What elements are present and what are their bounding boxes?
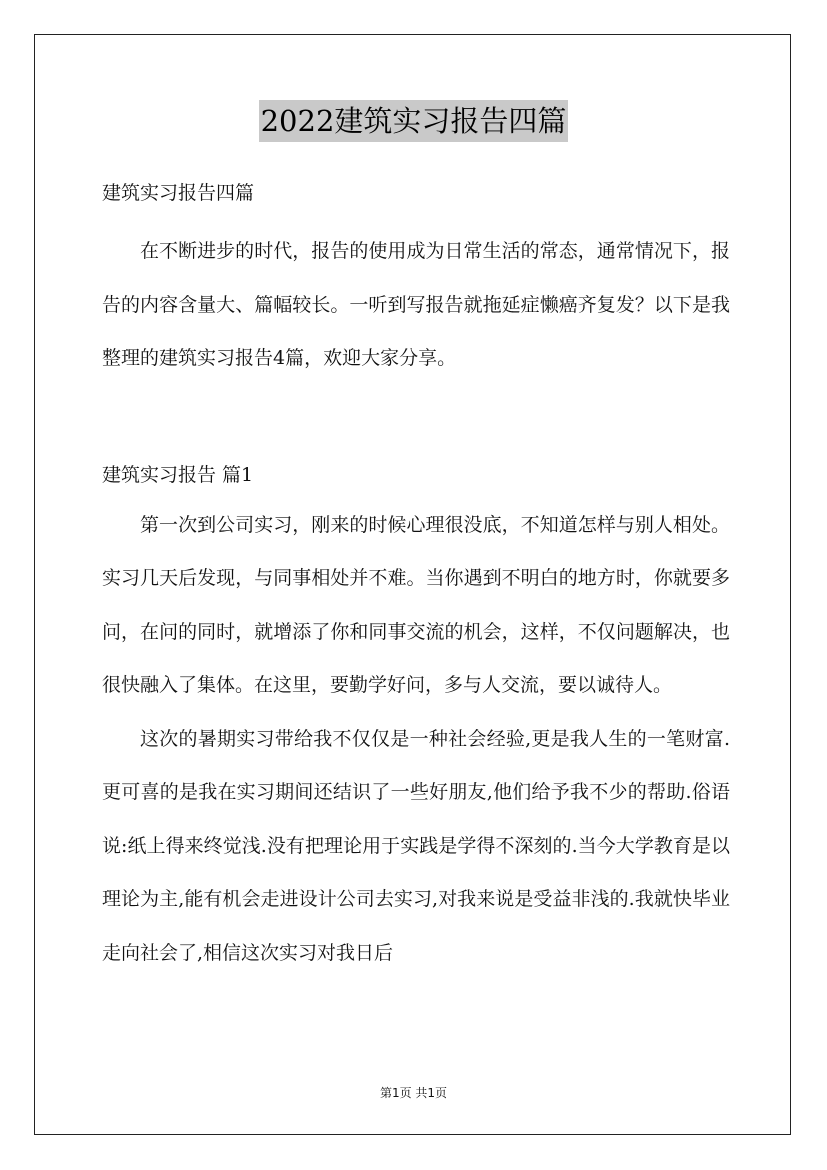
page-number-label: 第1页 共1页: [379, 1086, 448, 1100]
document-body: [102, 173, 730, 980]
section-1-heading: 建筑实习报告 篇1: [102, 463, 254, 486]
title-container: [0, 100, 827, 142]
document-title: 2022建筑实习报告四篇: [259, 100, 569, 142]
section-1-paragraph-1: 第一次到公司实习，刚来的时候心理很没底，不知道怎样与别人相处。实习几天后发现，与同事相处并不难。当你遇到不明白的地方时，你就要多问，在问的同时，就增添了你和同事交流的机会，这样，不仅问题解决，也很快融入了集体。在这里，要勤学好问，多与人交流，要以诚待人。: [102, 513, 730, 696]
intro-paragraph: 在不断进步的时代，报告的使用成为日常生活的常态，通常情况下，报告的内容含量大、篇幅较长。一听到写报告就拖延症懒癌齐复发？以下是我整理的建筑实习报告4篇，欢迎大家分享。: [102, 240, 730, 369]
section-1-paragraph-2: 这次的暑期实习带给我不仅仅是一种社会经验,更是我人生的一笔财富.更可喜的是我在实习期间还结识了一些好朋友,他们给予我不少的帮助.俗语说:纸上得来终觉浅.没有把理论用于实践是学得不深刻的.当今大学教育是以理论为主,能有机会走进设计公司去实习,对我来说是受益非浅的.我就快毕业走向社会了,相信这次实习对我日后: [102, 727, 730, 964]
document-subtitle: 建筑实习报告四篇: [102, 182, 255, 204]
page-footer: [0, 1084, 827, 1101]
